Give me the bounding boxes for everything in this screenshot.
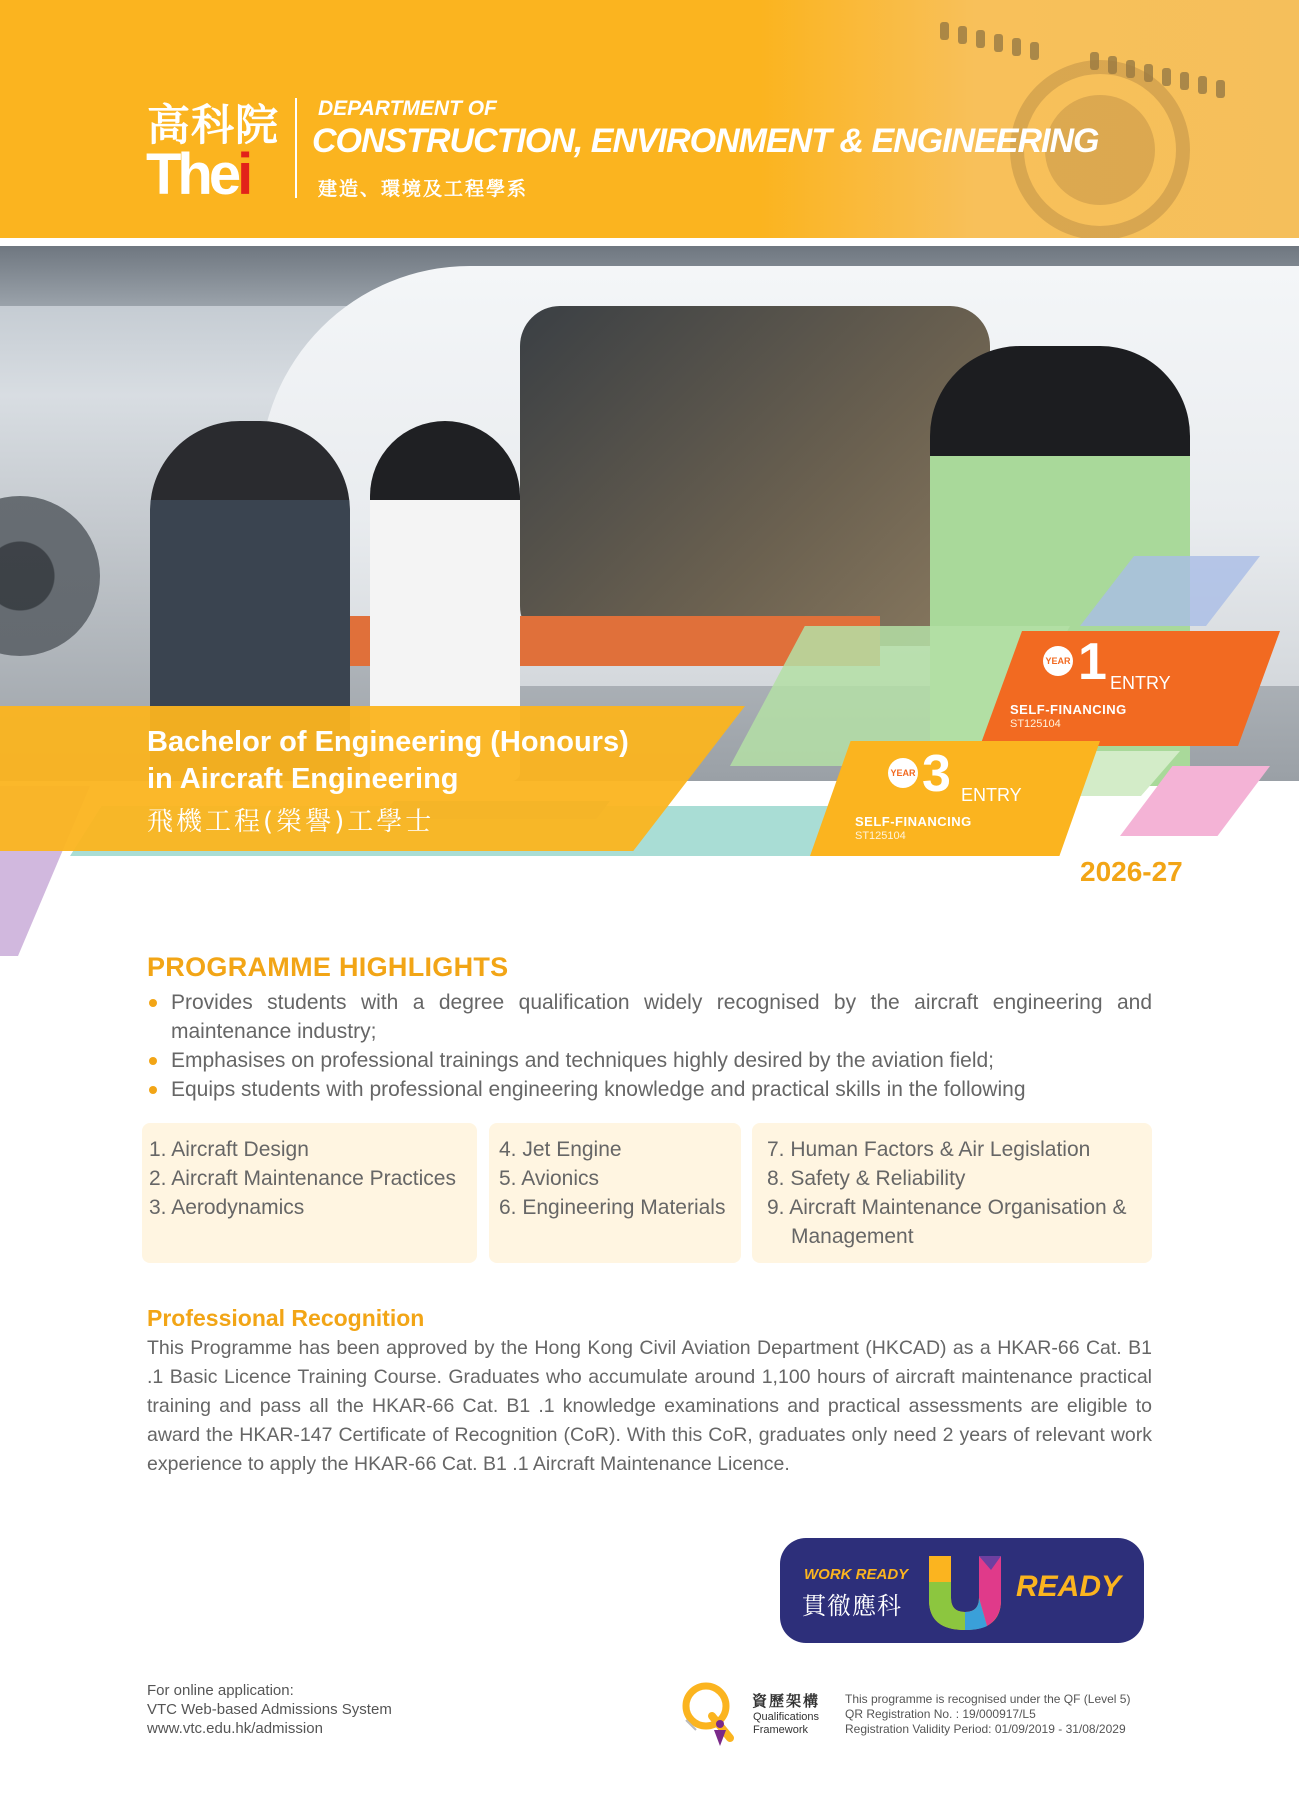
subject-item: 6. Engineering Materials — [499, 1196, 726, 1219]
department-name: CONSTRUCTION, ENVIRONMENT & ENGINEERING — [312, 122, 1099, 160]
subject-item: 2. Aircraft Maintenance Practices — [149, 1167, 456, 1190]
year-badge: YEAR — [1043, 646, 1073, 676]
hero-banner — [0, 246, 1299, 956]
thei-logo-chinese: 高科院 — [147, 101, 279, 151]
department-name-chinese: 建造、環境及工程學系 — [318, 178, 529, 200]
bullet-icon — [149, 1057, 157, 1065]
ready-label: READY — [1016, 1570, 1122, 1603]
subject-item: 9. Aircraft Maintenance Organisation & — [767, 1196, 1127, 1219]
department-header — [0, 0, 1299, 238]
subject-item: 4. Jet Engine — [499, 1138, 622, 1161]
admission-system-name: VTC Web-based Admissions System — [147, 1701, 392, 1718]
highlight-text: Provides students with a degree qualification widely recognised by the aircraft engineering and maintenance industry; — [171, 991, 1152, 1043]
highlight-item — [147, 1046, 1152, 1075]
funding-label: SELF-FINANCING — [1010, 702, 1127, 717]
year-badge: YEAR — [888, 758, 918, 788]
bullet-icon — [149, 1086, 157, 1094]
programme-title-line2: in Aircraft Engineering — [147, 763, 459, 795]
year3-entry-ribbon — [810, 741, 1100, 856]
thei-logo — [146, 142, 250, 207]
admission-url-link[interactable]: www.vtc.edu.hk/admission — [147, 1720, 323, 1737]
qf-english-line1: Qualifications — [753, 1711, 820, 1723]
thei-logo-i: i — [237, 142, 250, 207]
qf-validity-period: Registration Validity Period: 01/09/2019 - 31/08/2029 — [845, 1722, 1126, 1736]
funding-label: SELF-FINANCING — [855, 814, 972, 829]
highlight-text: Equips students with professional engineering knowledge and practical skills in the following — [171, 1078, 1026, 1101]
qf-english-line2: Framework — [753, 1724, 809, 1736]
entry-label: ENTRY — [1110, 673, 1171, 693]
subject-item: 7. Human Factors & Air Legislation — [767, 1138, 1091, 1161]
subject-item-continued: Management — [791, 1225, 914, 1248]
highlight-item — [147, 988, 1152, 1046]
qualifications-framework-logo-icon — [678, 1680, 740, 1748]
department-of-label: DEPARTMENT OF — [318, 97, 497, 120]
u-ready-logo-icon — [925, 1552, 1005, 1632]
year-number: 3 — [922, 745, 951, 803]
year-number: 1 — [1078, 633, 1107, 691]
qf-level-note: This programme is recognised under the QF (Level 5) — [845, 1692, 1131, 1706]
bullet-icon — [149, 999, 157, 1007]
qualifications-framework-chinese: 資歷架構 — [752, 1692, 821, 1710]
recognition-heading: Professional Recognition — [147, 1305, 425, 1331]
subject-item: 8. Safety & Reliability — [767, 1167, 966, 1190]
subject-item: 1. Aircraft Design — [149, 1138, 309, 1161]
propeller-graphic — [0, 496, 100, 656]
avionics-bay — [520, 306, 990, 646]
work-ready-chinese: 貫徹應科 — [802, 1592, 902, 1620]
academic-year: 2026-27 — [1080, 856, 1183, 887]
online-application-label: For online application: — [147, 1682, 294, 1699]
logo-divider — [295, 98, 297, 198]
recognition-text: This Programme has been approved by the Hong Kong Civil Aviation Department (HKCAD) as a HKAR-66 Cat. B1 .1 Basic Licence Training Course. Graduates who accumulate around 1,100 hours of aircraft maintenance practical training and pass all the HKAR-66 Cat. B1 .1 knowledge examinations and practical assessments are eligible to award the HKAR-147 Certificate of Recognition (CoR). With this CoR, graduates only need 2 years of relevant work experience to apply the HKAR-66 Cat. B1 .1 Aircraft Maintenance Licence. — [147, 1337, 1152, 1475]
highlights-list — [147, 988, 1152, 1104]
work-ready-label: WORK READY — [804, 1566, 909, 1583]
qualifications-framework-english — [753, 1711, 819, 1737]
highlights-heading: PROGRAMME HIGHLIGHTS — [147, 952, 509, 982]
qf-registration-number: QR Registration No. : 19/000917/L5 — [845, 1707, 1036, 1721]
work-ready-badge — [780, 1538, 1144, 1643]
highlight-text: Emphasises on professional trainings and techniques highly desired by the aviation field; — [171, 1049, 994, 1072]
thei-logo-text: The — [146, 142, 238, 207]
programme-title-chinese: 飛機工程(榮譽)工學士 — [147, 807, 435, 837]
programme-code: ST125104 — [1010, 718, 1061, 730]
entry-label: ENTRY — [961, 785, 1022, 805]
programme-code: ST125104 — [855, 830, 906, 842]
programme-title-line1: Bachelor of Engineering (Honours) — [147, 726, 629, 758]
highlight-item — [147, 1075, 1152, 1104]
subject-item: 3. Aerodynamics — [149, 1196, 305, 1219]
programme-title — [147, 724, 629, 798]
subject-item: 5. Avionics — [499, 1167, 600, 1190]
